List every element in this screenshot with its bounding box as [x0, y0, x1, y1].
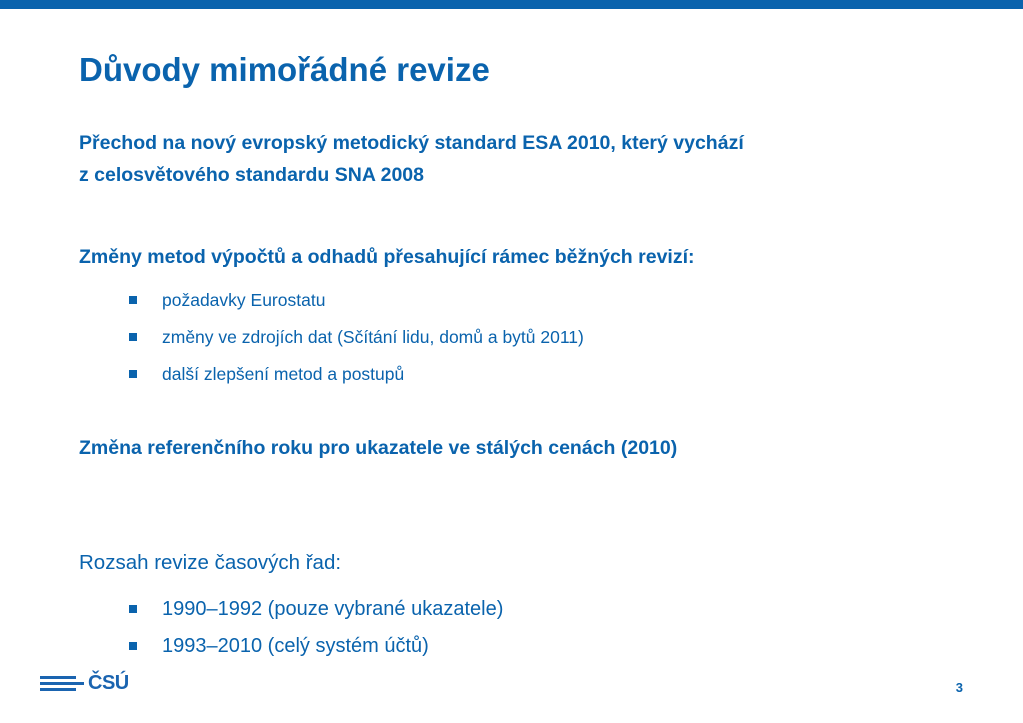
list-item-text: 1993–2010 (celý systém účtů) — [162, 634, 429, 657]
csu-logo — [40, 671, 129, 695]
list-item-text: další zlepšení metod a postupů — [162, 363, 405, 384]
list-item — [129, 281, 584, 318]
paragraph-esa-transition — [79, 127, 744, 191]
list-item — [129, 355, 584, 392]
list-item-text: požadavky Eurostatu — [162, 289, 326, 310]
list-item — [129, 627, 503, 664]
paragraph-revision-scope: Rozsah revize časových řad: — [79, 551, 342, 574]
list-item-text: změny ve zdrojích dat (Sčítání lidu, domů a bytů 2011) — [162, 326, 584, 347]
page-number: 3 — [955, 680, 963, 695]
square-bullet-icon — [129, 605, 137, 613]
paragraph-reference-year: Změna referenčního roku pro ukazatele ve stálých cenách (2010) — [79, 437, 678, 459]
square-bullet-icon — [129, 296, 137, 304]
list-item-text: 1990–1992 (pouze vybrané ukazatele) — [162, 597, 504, 620]
logo-text: ČSÚ — [88, 672, 129, 694]
revision-scope-list — [129, 590, 503, 664]
top-accent-bar — [0, 0, 1023, 9]
paragraph-line: z celosvětového standardu SNA 2008 — [79, 164, 424, 186]
paragraph-line: Přechod na nový evropský metodický standard ESA 2010, který vychází — [79, 132, 744, 154]
square-bullet-icon — [129, 370, 137, 378]
list-item — [129, 318, 584, 355]
logo-lines-icon — [40, 676, 84, 691]
square-bullet-icon — [129, 333, 137, 341]
method-changes-list — [129, 281, 584, 392]
paragraph-method-changes: Změny metod výpočtů a odhadů přesahující rámec běžných revizí: — [79, 246, 695, 268]
slide-title: Důvody mimořádné revize — [79, 51, 490, 88]
list-item — [129, 590, 503, 627]
square-bullet-icon — [129, 642, 137, 650]
